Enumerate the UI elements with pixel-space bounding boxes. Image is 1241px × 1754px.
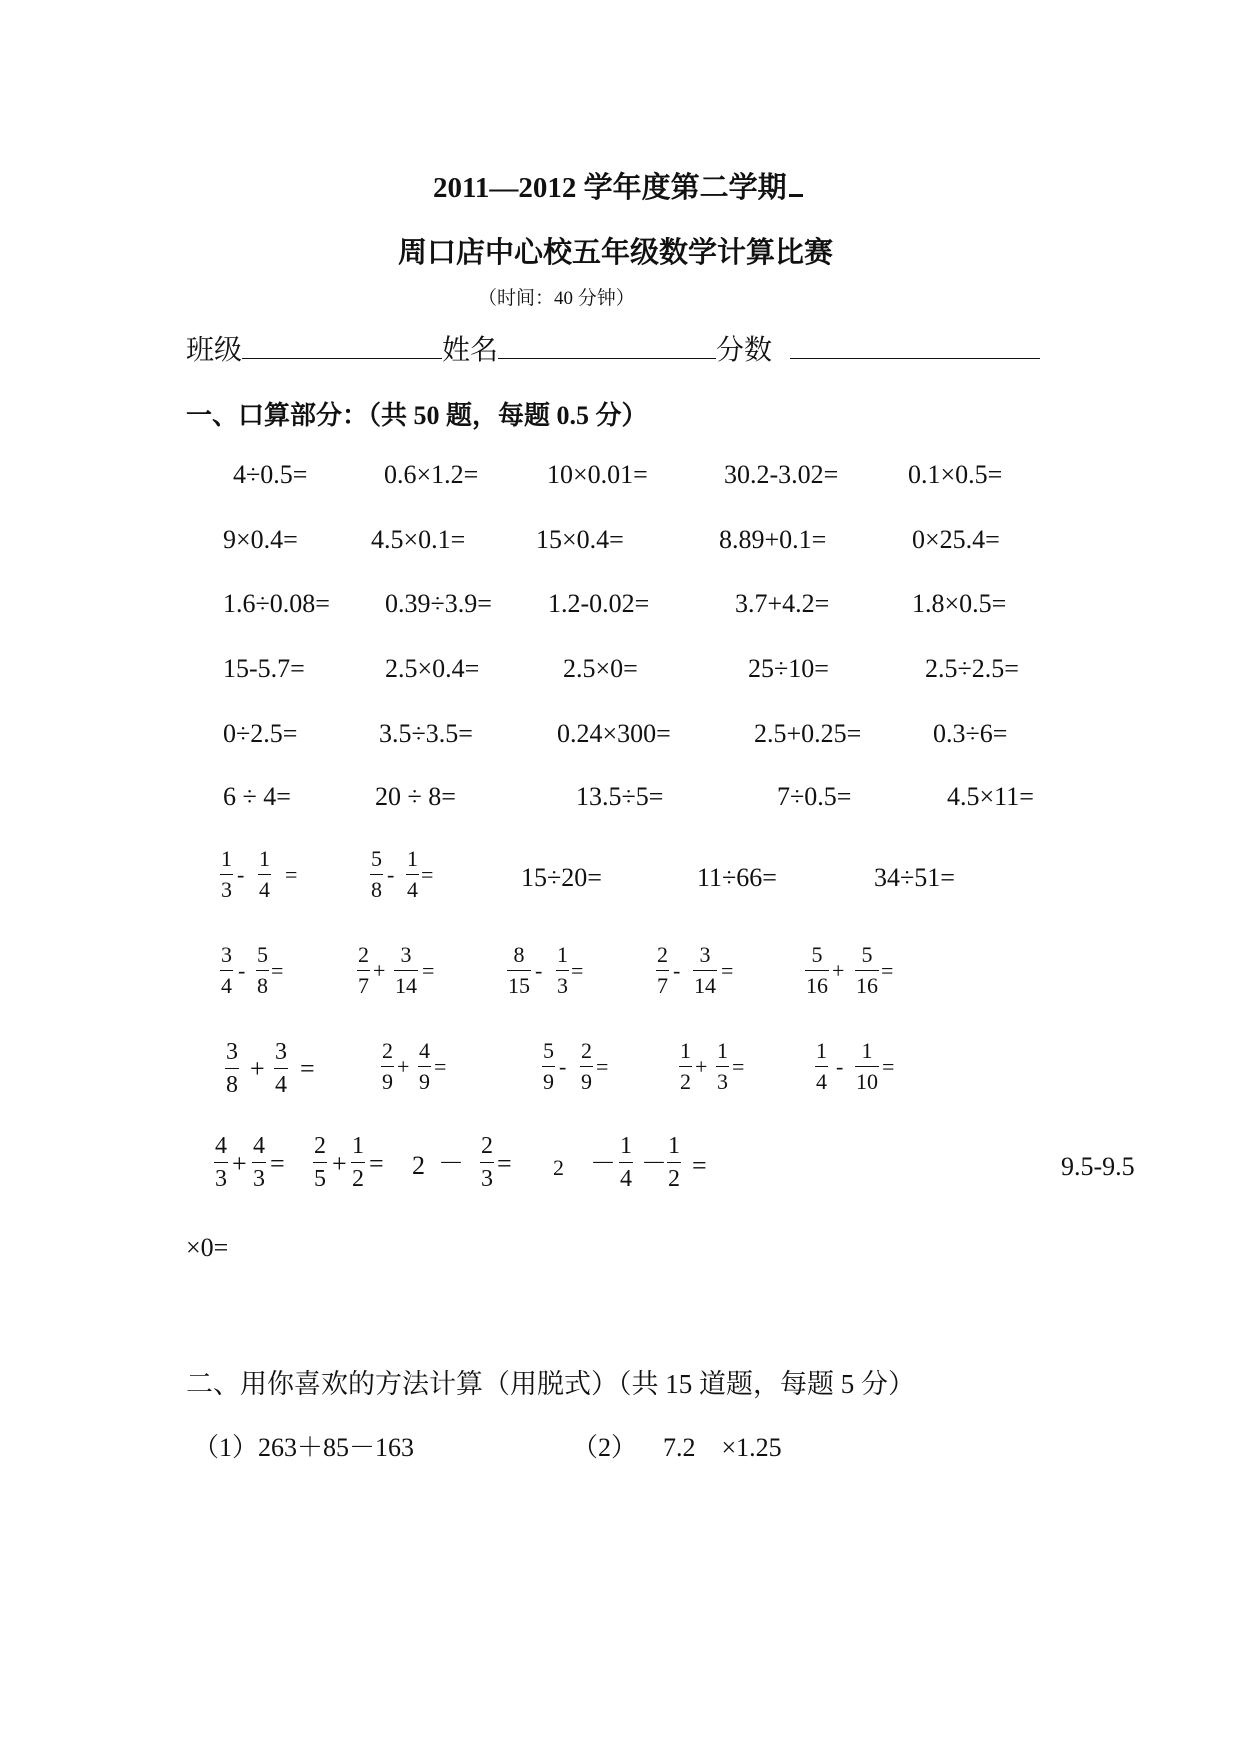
number: 2 [553, 1155, 564, 1180]
equals: = [421, 862, 434, 887]
equals: = [300, 1054, 315, 1083]
equals: = [571, 958, 584, 983]
operator: － [641, 1149, 668, 1178]
fraction: 4 3 [215, 1133, 227, 1192]
fraction: 1 4 [259, 846, 270, 902]
problem: 0.1×0.5= [908, 460, 1003, 489]
score-label: 分数 [716, 335, 773, 366]
operator: + [695, 1054, 708, 1079]
operator: - [535, 958, 543, 983]
operator: － [590, 1149, 617, 1178]
equals: = [721, 958, 734, 983]
problem: 2.5×0.4= [385, 654, 480, 683]
equals: = [285, 862, 298, 887]
equals: = [369, 1149, 384, 1178]
operator: + [397, 1054, 410, 1079]
title-school: 周口店中心校五年级数学计算比赛 [398, 237, 834, 269]
problem: 13.5÷5= [576, 782, 664, 811]
fraction: 5 8 [371, 846, 382, 902]
fraction: 3 14 [395, 942, 417, 998]
number: 2 [412, 1151, 425, 1180]
equals: = [692, 1151, 707, 1180]
problem: 15-5.7= [223, 654, 305, 683]
equals: = [434, 1054, 447, 1079]
operator: - [237, 862, 245, 887]
operator: － [438, 1149, 465, 1178]
fraction: 1 2 [680, 1038, 691, 1094]
equals: = [596, 1054, 609, 1079]
fraction: 2 9 [382, 1038, 393, 1094]
fraction: 1 4 [816, 1038, 827, 1094]
problem: 15×0.4= [536, 525, 624, 554]
operator: + [373, 958, 386, 983]
problem: 2.5×0= [563, 654, 638, 683]
fraction: 1 10 [856, 1038, 878, 1094]
operator: - [836, 1054, 844, 1079]
section1-heading: 一、口算部分：（共 50 题，每题 0.5 分） [186, 401, 648, 430]
equals: = [270, 1149, 285, 1178]
fraction: 1 4 [407, 846, 418, 902]
problem: 4÷0.5= [233, 460, 308, 489]
title-underscore [789, 170, 803, 197]
fraction: 5 8 [257, 942, 268, 998]
problem: 1.2-0.02= [548, 589, 650, 618]
class-label: 班级 [186, 335, 243, 366]
problem: 0.39÷3.9= [385, 589, 492, 618]
problem: 1.8×0.5= [912, 589, 1007, 618]
problem: 3.7+4.2= [735, 589, 830, 618]
fraction: 2 7 [657, 942, 668, 998]
equals: = [422, 958, 435, 983]
class-field[interactable] [242, 332, 442, 359]
problem: 0÷2.5= [223, 719, 298, 748]
problem-wrap: ×0= [186, 1233, 229, 1262]
problem: 6 ÷ 4= [223, 782, 291, 811]
operator: + [250, 1054, 265, 1083]
operator: - [559, 1054, 567, 1079]
fraction: 1 4 [620, 1133, 632, 1192]
fraction: 8 15 [508, 942, 530, 998]
problem: 7÷0.5= [777, 782, 852, 811]
problem: 0.6×1.2= [384, 460, 479, 489]
title-year-text: 2011—2012 学年度第二学期 [433, 172, 787, 204]
fraction: 3 4 [221, 942, 232, 998]
problem: 0.24×300= [557, 719, 671, 748]
fraction: 1 3 [557, 942, 568, 998]
problem: 2.5+0.25= [754, 719, 862, 748]
equals: = [881, 958, 894, 983]
fraction: 5 9 [543, 1038, 554, 1094]
fraction: 3 4 [275, 1039, 287, 1098]
score-field[interactable] [790, 332, 1040, 359]
equals: = [732, 1054, 745, 1079]
problem: 1.6÷0.08= [223, 589, 330, 618]
fraction: 5 16 [856, 942, 878, 998]
operator: + [332, 1149, 347, 1178]
problem: 25÷10= [748, 654, 829, 683]
problem: 3.5÷3.5= [379, 719, 473, 748]
problem: 8.89+0.1= [719, 525, 827, 554]
fraction: 4 3 [253, 1133, 265, 1192]
operator: + [232, 1149, 247, 1178]
operator: - [387, 862, 395, 887]
name-label: 姓名 [442, 335, 499, 366]
section2-heading: 二、用你喜欢的方法计算（用脱式）（共 15 道题，每题 5 分） [186, 1369, 915, 1399]
problem: （1）263＋85－163 [193, 1433, 415, 1462]
operator: + [832, 958, 845, 983]
fraction: 1 3 [221, 846, 232, 902]
problem: 9.5-9.5 [1061, 1152, 1135, 1181]
problem: 9×0.4= [223, 525, 298, 554]
fraction: 2 3 [481, 1133, 493, 1192]
name-field[interactable] [498, 332, 716, 359]
problem: 34÷51= [874, 863, 955, 892]
fraction: 2 9 [581, 1038, 592, 1094]
equals: = [271, 958, 284, 983]
problem: （2） 7.2 ×1.25 [572, 1433, 782, 1462]
problem: 0.3÷6= [933, 719, 1008, 748]
operator: - [238, 958, 246, 983]
equals: = [882, 1054, 895, 1079]
problem: 0×25.4= [912, 525, 1000, 554]
fraction: 3 14 [694, 942, 716, 998]
fraction: 1 3 [717, 1038, 728, 1094]
problem: 30.2-3.02= [724, 460, 839, 489]
problem: 15÷20= [521, 863, 602, 892]
title-year [433, 165, 803, 206]
problem: 4.5×11= [947, 782, 1034, 811]
fraction: 2 7 [358, 942, 369, 998]
problem: 4.5×0.1= [371, 525, 466, 554]
problem: 2.5÷2.5= [925, 654, 1019, 683]
fraction: 5 16 [806, 942, 828, 998]
time-note: （时间：40 分钟） [478, 288, 635, 309]
operator: - [673, 958, 681, 983]
equals: = [497, 1149, 512, 1178]
student-info-fields [186, 328, 1040, 368]
fraction: 4 9 [419, 1038, 430, 1094]
problem: 10×0.01= [547, 460, 648, 489]
fraction: 1 2 [352, 1133, 364, 1192]
fraction: 1 2 [668, 1133, 680, 1192]
fraction: 3 8 [226, 1039, 238, 1098]
problem: 11÷66= [697, 863, 777, 892]
fraction: 2 5 [314, 1133, 326, 1192]
problem: 20 ÷ 8= [375, 782, 456, 811]
